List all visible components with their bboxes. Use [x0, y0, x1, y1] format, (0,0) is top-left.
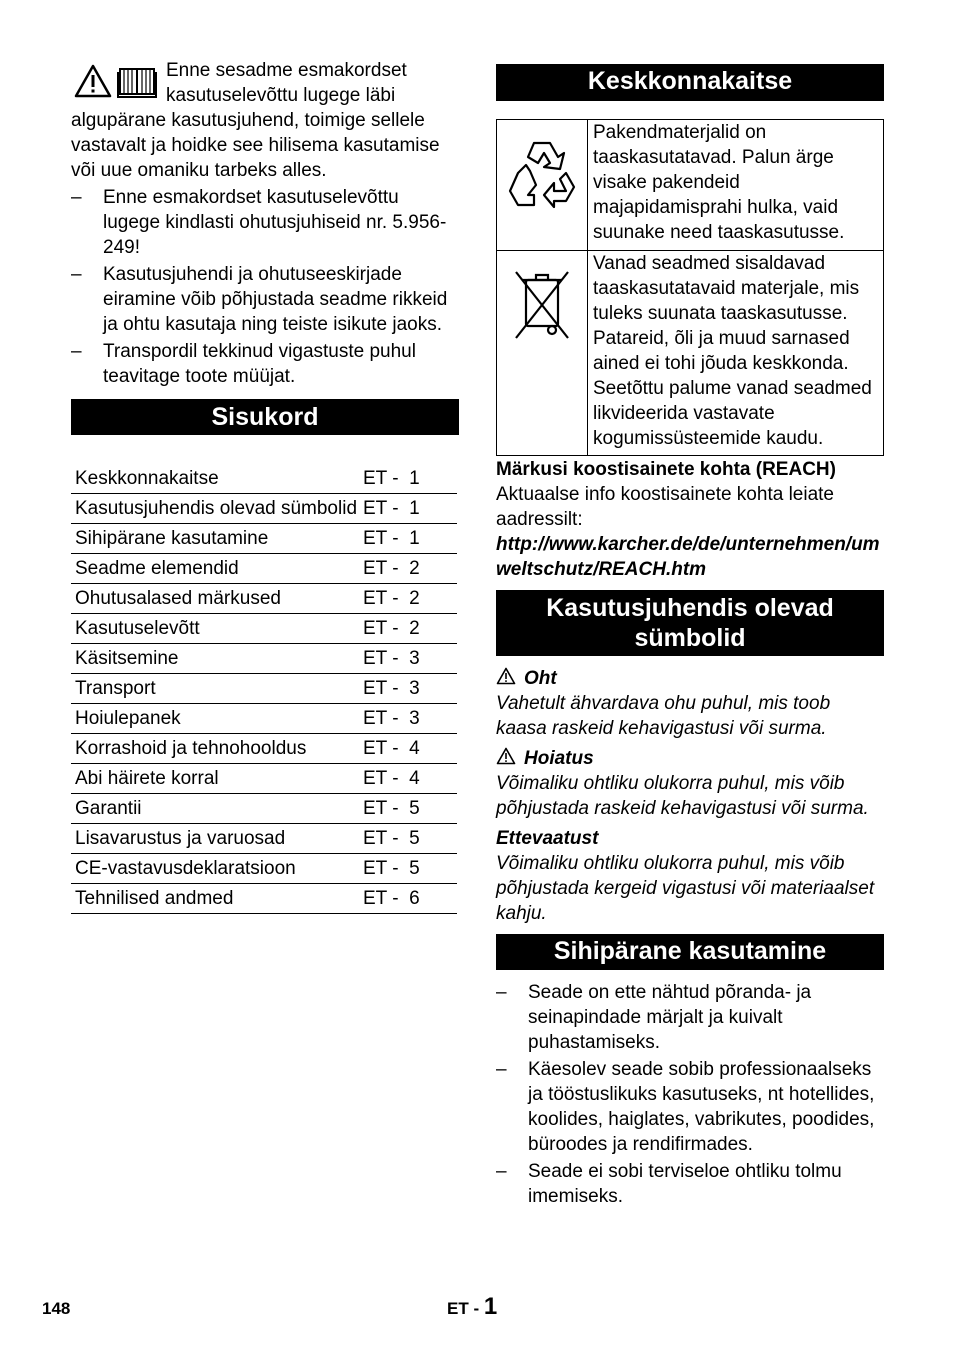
symbol-item-caution	[496, 826, 884, 926]
toc-entry-page: ET - 3	[363, 704, 457, 734]
toc-entry-page: ET - 1	[363, 524, 457, 554]
toc-entry-page: ET - 4	[363, 734, 457, 764]
section-page-label: ET - 1	[447, 1293, 498, 1320]
toc-entry-label: Seadme elemendid	[71, 554, 363, 584]
toc-entry-label: Hoiulepanek	[71, 704, 363, 734]
toc-row	[71, 704, 457, 734]
toc-entry-page: ET - 3	[363, 674, 457, 704]
toc-entry-label: Keskkonnakaitse	[71, 464, 363, 494]
toc-entry-page: ET - 1	[363, 494, 457, 524]
toc-entry-page: ET - 1	[363, 464, 457, 494]
toc-entry-page: ET - 5	[363, 824, 457, 854]
toc-entry-page: ET - 2	[363, 614, 457, 644]
symbol-label: Oht	[524, 668, 557, 689]
intended-use-list	[496, 980, 884, 1209]
toc-entry-label: Käsitsemine	[71, 644, 363, 674]
reach-heading: Märkusi koostisainete kohta (REACH)	[496, 459, 836, 480]
toc-entry-page: ET - 3	[363, 644, 457, 674]
toc-table	[71, 464, 457, 914]
toc-entry-page: ET - 6	[363, 884, 457, 914]
environment-row	[497, 251, 884, 456]
intended-use-bullet: – Seade ei sobi terviseloe ohtliku tolmu imemiseks.	[496, 1161, 842, 1207]
toc-entry-label: Korrashoid ja tehnohooldus	[71, 734, 363, 764]
left-column	[71, 58, 459, 914]
intro-text: Enne sesadme esmakordset kasutuselevõttu lugege läbi algupärane kasutusjuhend, toimige sellele vastavalt ja hoidke see hilisema kasutamise või uue omaniku tarbeks alles.	[71, 60, 440, 181]
toc-row	[71, 854, 457, 884]
toc-entry-page: ET - 2	[363, 554, 457, 584]
toc-row	[71, 644, 457, 674]
symbol-label: Hoiatus	[524, 748, 594, 769]
reach-text: Aktuaalse info koostisainete kohta leiate aadressilt:	[496, 484, 834, 530]
intro-bullet: – Transpordil tekkinud vigastuste puhul teavitage toote müüjat.	[71, 341, 416, 387]
intro-icons	[74, 64, 158, 98]
toc-row	[71, 794, 457, 824]
intro-bullet: – Enne esmakordset kasutuselevõttu lugege kindlasti ohutusjuhiseid nr. 5.956-249!	[71, 187, 447, 258]
toc-entry-label: Kasutusjuhendis olevad sümbolid	[71, 494, 363, 524]
symbol-item-danger	[496, 666, 884, 741]
symbol-description: Võimaliku ohtliku olukorra puhul, mis võib põhjustada kergeid vigastusi või materiaalset kahju.	[496, 853, 875, 924]
toc-entry-label: Kasutuselevõtt	[71, 614, 363, 644]
page-number: 148	[42, 1299, 71, 1318]
intro-section	[71, 58, 459, 389]
intended-use-bullet: – Seade on ette nähtud põranda- ja seinapindade märjalt ja kuivalt puhastamiseks.	[496, 982, 812, 1053]
toc-row	[71, 824, 457, 854]
warning-icon	[496, 667, 516, 685]
toc-row	[71, 734, 457, 764]
toc-entry-label: Transport	[71, 674, 363, 704]
symbol-description: Võimaliku ohtliku olukorra puhul, mis võib põhjustada raskeid kehavigastusi või surma.	[496, 773, 869, 819]
toc-entry-page: ET - 2	[363, 584, 457, 614]
toc-row	[71, 554, 457, 584]
intended-use-bullet: – Käesolev seade sobib professionaalseks ja tööstuslikuks kasutuseks, nt hotellides, koolides, haiglates, vabrikutes, poodides, büroodes ja rendifirmades.	[496, 1059, 875, 1155]
warning-icon	[74, 64, 112, 98]
toc-entry-label: Ohutusalased märkused	[71, 584, 363, 614]
right-column	[496, 64, 884, 1209]
toc-row	[71, 884, 457, 914]
toc-entry-label: Garantii	[71, 794, 363, 824]
intended-use-heading: Sihipärane kasutamine	[496, 934, 884, 970]
toc-entry-label: Sihipärane kasutamine	[71, 524, 363, 554]
intro-bullet: – Kasutusjuhendi ja ohutuseeskirjade eiramine võib põhjustada seadme rikkeid ja ohtu kasutaja ning teiste isikute jaoks.	[71, 264, 448, 335]
environment-row-text: Pakendmaterjalid on taaskasutatavad. Palun ärge visake pakendeid majapidamisprahi hulka, vaid suunake need taaskasutusse.	[588, 120, 884, 251]
toc-row	[71, 584, 457, 614]
toc-entry-label: Lisavarustus ja varuosad	[71, 824, 363, 854]
toc-row	[71, 524, 457, 554]
symbol-item-warning	[496, 746, 884, 821]
toc-entry-page: ET - 5	[363, 854, 457, 884]
crossed-bin-icon	[512, 266, 572, 342]
symbols-heading: Kasutusjuhendis olevad sümbolid	[496, 590, 884, 656]
environment-row-text: Vanad seadmed sisaldavad taaskasutatavaid materjale, mis tuleks suunata taaskasutusse. Patareid, õli ja muud sarnased ained ei tohi jõuda keskkonda. Seetõttu palume vanad seadmed likvideerida vastavate kogumissüsteemide kaudu.	[588, 251, 884, 456]
toc-row	[71, 494, 457, 524]
toc-row	[71, 674, 457, 704]
symbol-label: Ettevaatust	[496, 828, 599, 849]
toc-row	[71, 764, 457, 794]
toc-entry-page: ET - 4	[363, 764, 457, 794]
environment-table	[496, 119, 884, 456]
symbol-description: Vahetult ähvardava ohu puhul, mis toob kaasa raskeid kehavigastusi või surma.	[496, 693, 831, 739]
environment-row	[497, 120, 884, 251]
toc-row	[71, 614, 457, 644]
manual-book-icon	[116, 64, 158, 98]
environment-heading: Keskkonnakaitse	[496, 64, 884, 101]
toc-entry-page: ET - 5	[363, 794, 457, 824]
warning-icon	[496, 747, 516, 765]
toc-entry-label: CE-vastavusdeklaratsioon	[71, 854, 363, 884]
recycle-icon	[504, 135, 580, 211]
toc-heading: Sisukord	[71, 399, 459, 435]
toc-row	[71, 464, 457, 494]
toc-entry-label: Abi häirete korral	[71, 764, 363, 794]
reach-url[interactable]: http://www.karcher.de/de/unternehmen/umweltschutz/REACH.htm	[496, 534, 880, 580]
toc-entry-label: Tehnilised andmed	[71, 884, 363, 914]
